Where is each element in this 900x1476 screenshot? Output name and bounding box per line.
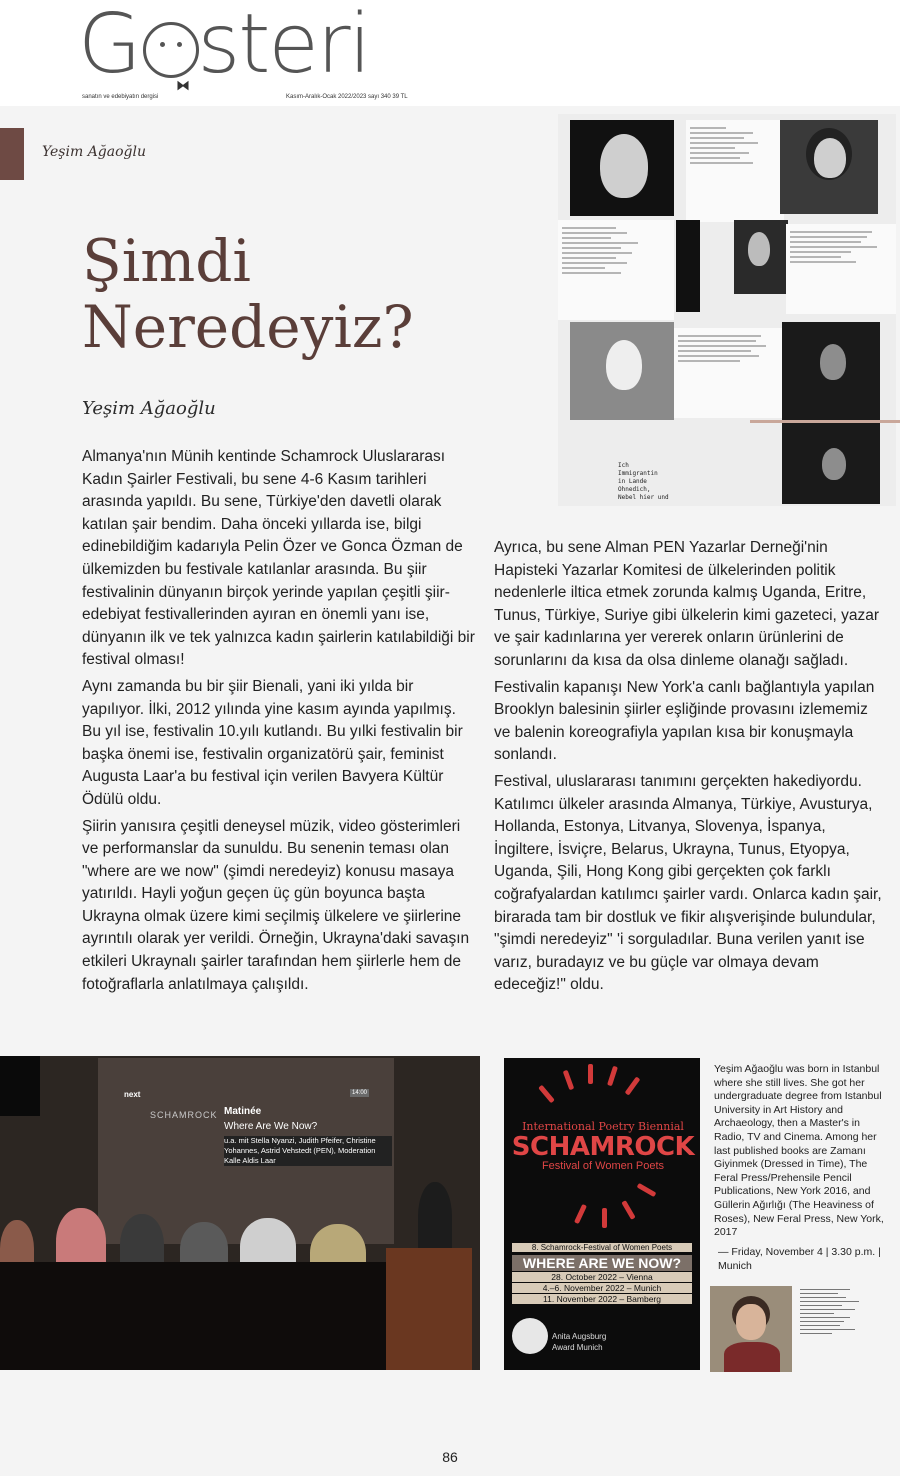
award-name: Anita Augsburg <box>552 1332 607 1341</box>
poster-ray <box>563 1070 575 1091</box>
panel-table <box>0 1262 410 1370</box>
poem-line: Immigrantin <box>618 470 658 477</box>
screen-participants: u.a. mit Stella Nyanzi, Judith Pfeifer, Christine Yohannes, Astrid Vehstedt (PEN), Moderation Kalle Aldis Laar <box>224 1136 392 1166</box>
poet-photo <box>570 120 674 216</box>
poster-subtitle: Festival of Women Poets <box>541 1160 665 1172</box>
magazine-subtitle: sanatın ve edebiyatın dergisi <box>82 94 159 100</box>
section-marker <box>0 128 24 180</box>
screen-event-subtitle: Where Are We Now? <box>224 1121 318 1132</box>
dash-icon: — <box>718 1246 732 1258</box>
award-city: Award Munich <box>552 1343 603 1352</box>
author-bio: Yeşim Ağaoğlu was born in Istanbul where she still lives. She got her undergraduate degree from Istanbul University in Art History and Archaeology, then a Master's in Radio, TV and Cinema. Among her last published books are Zamanı Giyinmek (Dressed in Time), The Feral Press/Prehensile Pencil Publications, New York 2016, and Güllerin Ağırlığı (The Heaviness of Roses), New Feral Press, New York, 2017 <box>714 1063 884 1239</box>
title-line-1: Şimdi <box>82 227 251 295</box>
poster-heading: International Poetry Biennial <box>522 1120 684 1133</box>
poster-date: 28. October 2022 – Vienna <box>512 1272 692 1282</box>
poet-photo <box>734 220 788 294</box>
article-column-right <box>494 537 884 1001</box>
poster-date: 4.–6. November 2022 – Munich <box>512 1283 692 1293</box>
issue-info: Kasım-Aralık-Ocak 2022/2023 sayı 340 39 TL <box>286 94 408 100</box>
poster-ray <box>538 1085 555 1104</box>
event-text: Friday, November 4 | 3.30 p.m. | Munich <box>718 1246 881 1272</box>
poem-excerpt <box>618 462 669 502</box>
logo-face-icon <box>143 22 199 78</box>
poet-photo <box>782 322 880 504</box>
poster-ray <box>574 1204 587 1224</box>
paragraph: Aynı zamanda bu bir şiir Bienali, yani iki yılda bir yapılıyor. İlki, 2012 yılında yine kasım ayında yapılmış. Bu yıl ise, festivalin 10.yılı kutlandı. Bu yılki festivalin bir başka önemi ise, festivalin organizatörü şair, feminist Augusta Laar'a bu festival için verilen Bavyera Kültür Ödülü oldu. <box>82 677 463 808</box>
magazine-logo: G steri <box>78 0 370 92</box>
event-info <box>718 1246 888 1273</box>
photo-strip <box>676 220 700 312</box>
paragraph: Festival, uluslararası tanımını gerçekten hakediyordu. Katılımcı ülkeler arasında Almanya, Türkiye, Avusturya, Hollanda, Estonya, Litvanya, Slovenya, İspanya, İngiltere, İsviçre, Belarus, Ukrayna, Tunus, Etyopya, Uganda, Şili, Hong Kong gibi gerçekten çok farklı coğrafyalardan katılımcı şairler vardı. Onlarca kadın şair, birarada tam bir dostluk ve fikir alışverişinde bulundular, "şimdi neredeyiz" 'i sorguladılar. Buna verilen yanıt ise varız, buradayız ve bu güçle var olmaya devam edeceğiz!" oldu. <box>494 772 882 994</box>
poster-ray <box>607 1066 618 1087</box>
divider-line <box>750 420 900 423</box>
poster-ray <box>637 1183 657 1197</box>
title-line-2: Neredeyiz? <box>82 293 414 361</box>
page-number: 86 <box>442 1449 458 1465</box>
paragraph: Ayrıca, bu sene Alman PEN Yazarlar Derneği'nin Hapisteki Yazarlar Komitesi de ülkelerinden politik nedenlerle iltica etmek zorunda kalmış Uganda, Eritre, Tunus, Türkiye, Suriye gibi ülkelerin kimi gazeteci, yazar ve şair kadınlarına yer vererek onların ürünlerini de sorunlarını da kısa da olsa dinleme olanağı sağladı. <box>494 539 880 669</box>
screen-time: 14:00 <box>352 1090 368 1096</box>
article-column-left <box>82 446 476 1000</box>
poster-ray <box>602 1208 607 1228</box>
poster-ray <box>621 1200 635 1220</box>
author-signature: Yeşim Ağaoğlu <box>82 398 216 419</box>
poem-page <box>798 1286 882 1372</box>
author-header: Yeşim Ağaoğlu <box>42 144 147 160</box>
poet-photo <box>780 120 878 214</box>
spotlight <box>0 1056 40 1116</box>
paragraph: Almanya'nın Münih kentinde Schamrock Uluslararası Kadın Şairler Festivali, bu sene 4-6 Kasım tarihleri arasında yapıldı. Bu sene, Türkiye'den davetli olarak katılan şair bendim. Daha önceki yıllarda ise, bilgi edinebildiğim kadarıyla Pelin Özer ve Gonca Özman de ülkemizden bu festivale katılanlar arasında. Bu şiir festivalinin dünyanın birçok yerinde yapılan çeşitli şiir-edebiyat festivallerinden ayıran en önemli yanı ise, dünyanın ilk ve tek yalnızca kadın şairlerin katılabildiği bir festival olması! <box>82 448 475 669</box>
author-photo <box>710 1286 792 1372</box>
poem-page <box>674 328 786 418</box>
poem-line: Nebel hier und <box>618 494 669 501</box>
poem-line: Ohnedich, <box>618 486 651 493</box>
screen-event-title: Matinée <box>224 1106 262 1117</box>
article-title <box>82 228 414 360</box>
paragraph: Festivalin kapanışı New York'a canlı bağlantıyla yapılan Brooklyn balesinin şiirler eşliğinde provasını izlememiz ve balenin koreografiyla yapılan kısa bir konuşmayla sonlandı. <box>494 678 875 764</box>
poem-page <box>558 220 674 320</box>
poster-ray <box>625 1076 641 1095</box>
poem-line: Ich <box>618 462 629 469</box>
poem-page <box>686 120 784 222</box>
poster-ray <box>588 1064 593 1084</box>
poster-theme: WHERE ARE WE NOW? <box>512 1255 692 1271</box>
screen-logo: SCHAMROCK <box>150 1110 218 1120</box>
poets-collage <box>558 114 896 506</box>
poem-line: in Lande <box>618 478 647 485</box>
poster-date: 11. November 2022 – Bamberg <box>512 1294 692 1304</box>
award-medal-icon <box>512 1318 548 1354</box>
poster-edition: 8. Schamrock-Festival of Women Poets <box>512 1243 692 1252</box>
bowtie-icon: ⧓ <box>176 77 190 93</box>
paragraph: Şiirin yanısıra çeşitli deneysel müzik, video gösterimleri ve performanslar da sunuldu. Bu senenin teması olan "where are we now" (şimdi neredeyiz) konusu masaya yatırıldı. Hayli yoğun geçen üç gün boyunca başta Ukrayna olmak üzere kimi seçilmiş ülkelere ve şiirlerine ayrıntılı olarak yer verildi. Örneğin, Ukrayna'daki savaşın etkileri Ukraynalı şairler tarafından hem şiirlerle hem de fotoğraflarla anlatılmaya çalışıldı. <box>82 817 470 993</box>
poet-photo <box>570 322 674 420</box>
speaker <box>418 1182 452 1254</box>
poster-title: SCHAMROCK <box>511 1132 695 1162</box>
podium <box>386 1248 472 1370</box>
screen-next-label: next <box>124 1090 141 1099</box>
poem-page <box>786 224 896 314</box>
